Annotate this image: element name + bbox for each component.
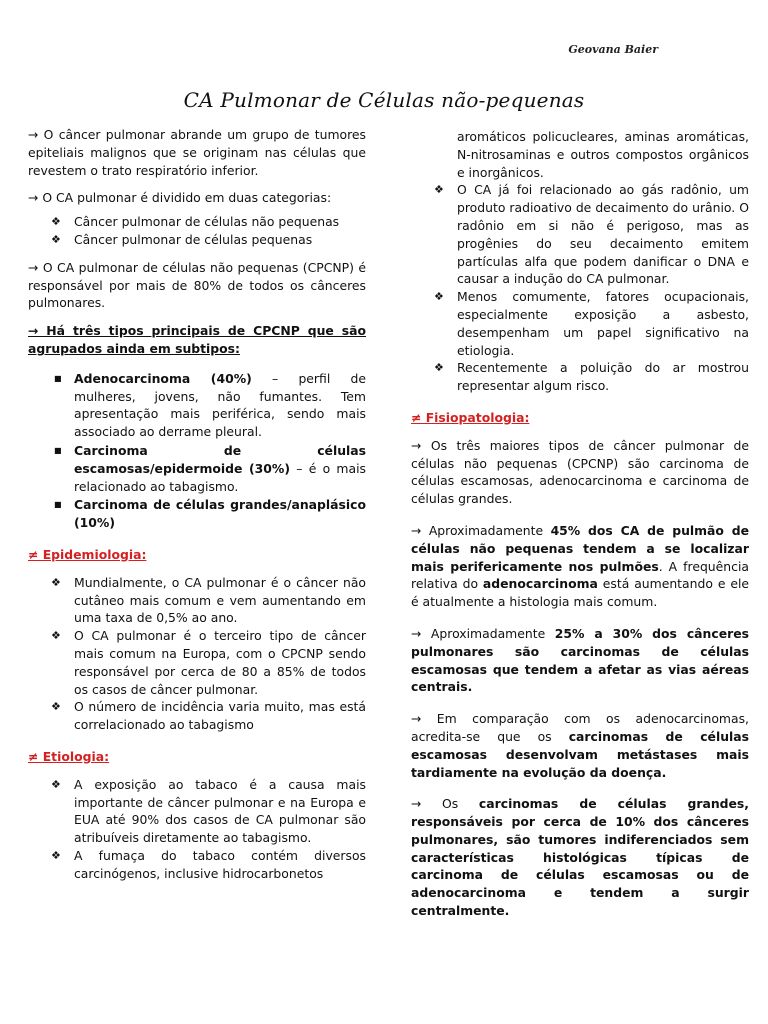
diamond-bullet-icon: ❖ xyxy=(434,290,444,304)
list-item: ❖ A exposição ao tabaco é a causa mais importante de câncer pulmonar e na Europa e EUA até 90% dos casos de CA pulmonar são atribuíveis diretamente ao tabagismo. xyxy=(51,776,366,846)
list-item: ❖ Recentemente a poluição do ar mostrou representar algum risco. xyxy=(434,360,749,394)
subtypes-heading: → Há três tipos principais de CPCNP que são agrupados ainda em subtipos: xyxy=(28,323,366,356)
square-bullet-icon: ■ xyxy=(54,445,62,455)
diamond-bullet-icon: ❖ xyxy=(434,361,444,375)
list-item: ■ Carcinoma de células grandes/anaplásico (10%) xyxy=(54,497,366,531)
diamond-bullet-icon: ❖ xyxy=(51,777,61,791)
list-item: ❖ Menos comumente, fatores ocupacionais, especialmente exposição a asbesto, desempenham um papel significativo na etiologia. xyxy=(434,289,749,358)
list-item: ❖ Câncer pulmonar de células não pequenas xyxy=(51,214,340,230)
section-heading-epidemiologia: ≠ Epidemiologia: xyxy=(28,546,147,562)
section-heading-etiologia: ≠ Etiologia: xyxy=(28,748,110,764)
etiologia-list-continued xyxy=(411,181,749,395)
etiologia-list xyxy=(28,776,366,883)
diamond-bullet-icon: ❖ xyxy=(51,575,61,589)
list-item: ❖ O CA pulmonar é o terceiro tipo de câncer mais comum na Europa, com o CPCNP sendo responsável por cerca de 80 a 85% de todos os casos de câncer pulmonar. xyxy=(51,628,366,697)
epidemiologia-list xyxy=(28,574,366,734)
categories-list xyxy=(28,213,366,249)
square-bullet-icon: ■ xyxy=(54,373,62,383)
paragraph: → Aproximadamente 45% dos CA de pulmão de células não pequenas tendem a se localizar mais perifericamente nos pulmões. A frequência relativa do adenocarcinoma está aumentando e ele é atualmente a histologia mais comum. xyxy=(411,522,750,610)
page-title: CA Pulmonar de Células não-pequenas xyxy=(183,88,585,112)
paragraph: → Aproximadamente 25% a 30% dos cânceres pulmonares são carcinomas de células escamosas que tendem a afetar as vias aéreas centrais. xyxy=(411,625,749,695)
list-item: ❖ A fumaça do tabaco contém diversos carcinógenos, inclusive hidrocarbonetos xyxy=(51,847,366,881)
paragraph: → O câncer pulmonar abrande um grupo de tumores epiteliais malignos que se originam nas células que revestem o trato respiratório inferior. xyxy=(28,127,366,178)
diamond-bullet-icon: ❖ xyxy=(51,215,61,229)
author-name: Geovana Baier xyxy=(568,43,658,56)
left-column xyxy=(28,126,366,892)
diamond-bullet-icon: ❖ xyxy=(434,183,444,197)
diamond-bullet-icon: ❖ xyxy=(51,629,61,643)
paragraph: → Em comparação com os adenocarcinomas, acredita-se que os carcinomas de células escamosas desenvolvam metástases mais tardiamente na evolução da doença. xyxy=(411,711,749,780)
list-item: ❖ O número de incidência varia muito, mas está correlacionado ao tabagismo xyxy=(51,699,366,733)
section-heading-fisiopatologia: ≠ Fisiopatologia: xyxy=(411,409,530,425)
list-item: ❖ O CA já foi relacionado ao gás radônio, um produto radioativo de decaimento do urânio. O radônio em si não é perigoso, mas as progênies do seu decaimento emitem partículas alfa que podem danificar o DNA e causar a indução do CA pulmonar. xyxy=(434,182,749,287)
paragraph: → O CA pulmonar de células não pequenas (CPCNP) é responsável por mais de 80% de todos os cânceres pulmonares. xyxy=(28,259,366,311)
diamond-bullet-icon: ❖ xyxy=(51,700,61,714)
subtypes-list xyxy=(28,370,366,532)
paragraph: → Os carcinomas de células grandes, responsáveis por cerca de 10% dos cânceres pulmonares, são tumores indiferenciados sem características histológicas típicas de carcinoma de células escamosas ou de adenocarcinoma e tendem a surgir centralmente. xyxy=(411,796,750,919)
list-item: ❖ Câncer pulmonar de células pequenas xyxy=(51,231,313,247)
list-item: ■ Carcinoma de células escamosas/epidermoide (30%) – é o mais relacionado ao tabagismo. xyxy=(54,442,366,494)
right-column xyxy=(411,128,749,930)
square-bullet-icon: ■ xyxy=(54,500,62,510)
list-item: ■ Adenocarcinoma (40%) – perfil de mulheres, jovens, não fumantes. Tem apresentação mais periférica, sendo mais associado ao derrame pleural. xyxy=(54,370,366,440)
diamond-bullet-icon: ❖ xyxy=(51,848,61,862)
list-item: ❖ Mundialmente, o CA pulmonar é o câncer não cutâneo mais comum e vem aumentando em uma taxa de 0,5% ao ano. xyxy=(51,574,366,626)
paragraph: → O CA pulmonar é dividido em duas categorias: xyxy=(28,190,332,206)
paragraph: → Os três maiores tipos de câncer pulmonar de células não pequenas (CPCNP) são carcinoma de células escamosas, adenocarcinoma e carcinoma de células grandes. xyxy=(411,437,749,507)
diamond-bullet-icon: ❖ xyxy=(51,232,61,246)
continued-text: aromáticos policucleares, aminas aromáticas, N-nitrosaminas e outros compostos orgânicos e inorgânicos. xyxy=(457,129,749,180)
